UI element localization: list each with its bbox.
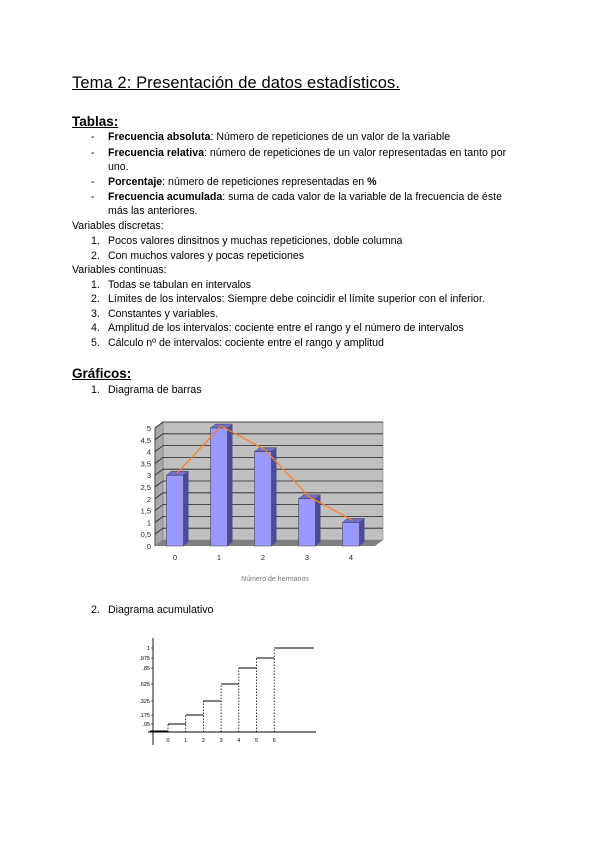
y-tick-label: 4	[146, 447, 151, 457]
term: Frecuencia relativa	[108, 147, 204, 159]
section-heading-tablas: Tablas:	[72, 114, 119, 129]
term: Frecuencia absoluta	[108, 131, 211, 143]
y-tick-label: 3,5	[140, 459, 151, 469]
y-tick-label: 1	[146, 646, 150, 652]
x-tick-label: 3	[304, 553, 310, 562]
y-tick-label: .625	[139, 682, 150, 688]
y-tick-label: .175	[139, 713, 150, 719]
y-tick-label: 1,5	[140, 506, 151, 516]
bar	[211, 428, 228, 546]
bar	[255, 452, 272, 546]
term: Frecuencia acumulada	[108, 191, 223, 203]
y-tick-label: .975	[139, 656, 150, 662]
bar-side	[360, 518, 365, 546]
y-tick-label: 3	[146, 471, 151, 481]
continuas-label: Variables continuas:	[72, 264, 167, 276]
y-tick-label: 1	[146, 518, 151, 528]
bar-side	[228, 424, 233, 546]
definition: : Número de repeticiones de un valor de la variable	[210, 131, 451, 143]
x-tick-label: 0	[166, 738, 170, 744]
x-tick-label: 6	[272, 738, 276, 744]
y-tick-label: 4,5	[140, 435, 151, 445]
y-tick-label: 2	[146, 494, 151, 504]
page-title: Tema 2: Presentación de datos estadísticos.	[72, 74, 401, 92]
y-tick-label: 0,5	[140, 530, 151, 540]
x-tick-label: 2	[260, 553, 266, 562]
y-tick-label: .325	[139, 699, 150, 705]
discretas-label: Variables discretas:	[72, 220, 164, 232]
y-tick-label: .85	[142, 666, 150, 672]
definition: : número de repeticiones representadas en	[162, 176, 368, 188]
bar-side	[272, 448, 277, 546]
x-tick-label: 4	[348, 553, 354, 562]
y-tick-label: 0	[146, 542, 151, 551]
section-heading-graficos: Gráficos:	[72, 366, 132, 381]
term: Porcentaje	[108, 176, 163, 188]
x-axis-title: Número de hermanos	[241, 576, 309, 583]
bar-side	[184, 471, 189, 546]
y-tick-label: 5	[146, 424, 151, 433]
x-tick-label: 5	[254, 738, 259, 744]
definition: : suma de cada valor de la variable de la frecuencia de éste	[222, 191, 502, 203]
x-tick-label: 3	[219, 738, 223, 744]
bar	[343, 522, 360, 546]
y-tick-label: .05	[142, 722, 150, 728]
bar	[299, 499, 316, 546]
x-tick-label: 4	[237, 738, 241, 744]
percent-sign: %	[367, 176, 377, 188]
y-tick-label: 2,5	[140, 483, 151, 492]
bar	[167, 475, 184, 546]
x-tick-label: 1	[216, 553, 222, 562]
list-item-continuation: uno.	[108, 161, 129, 173]
x-tick-label: 1	[184, 738, 188, 744]
definition: : número de repeticiones de un valor representadas en tanto por	[204, 147, 507, 159]
list-item-continuation: más las anteriores.	[108, 205, 198, 217]
x-tick-label: 2	[201, 738, 205, 744]
x-tick-label: 0	[172, 553, 178, 562]
